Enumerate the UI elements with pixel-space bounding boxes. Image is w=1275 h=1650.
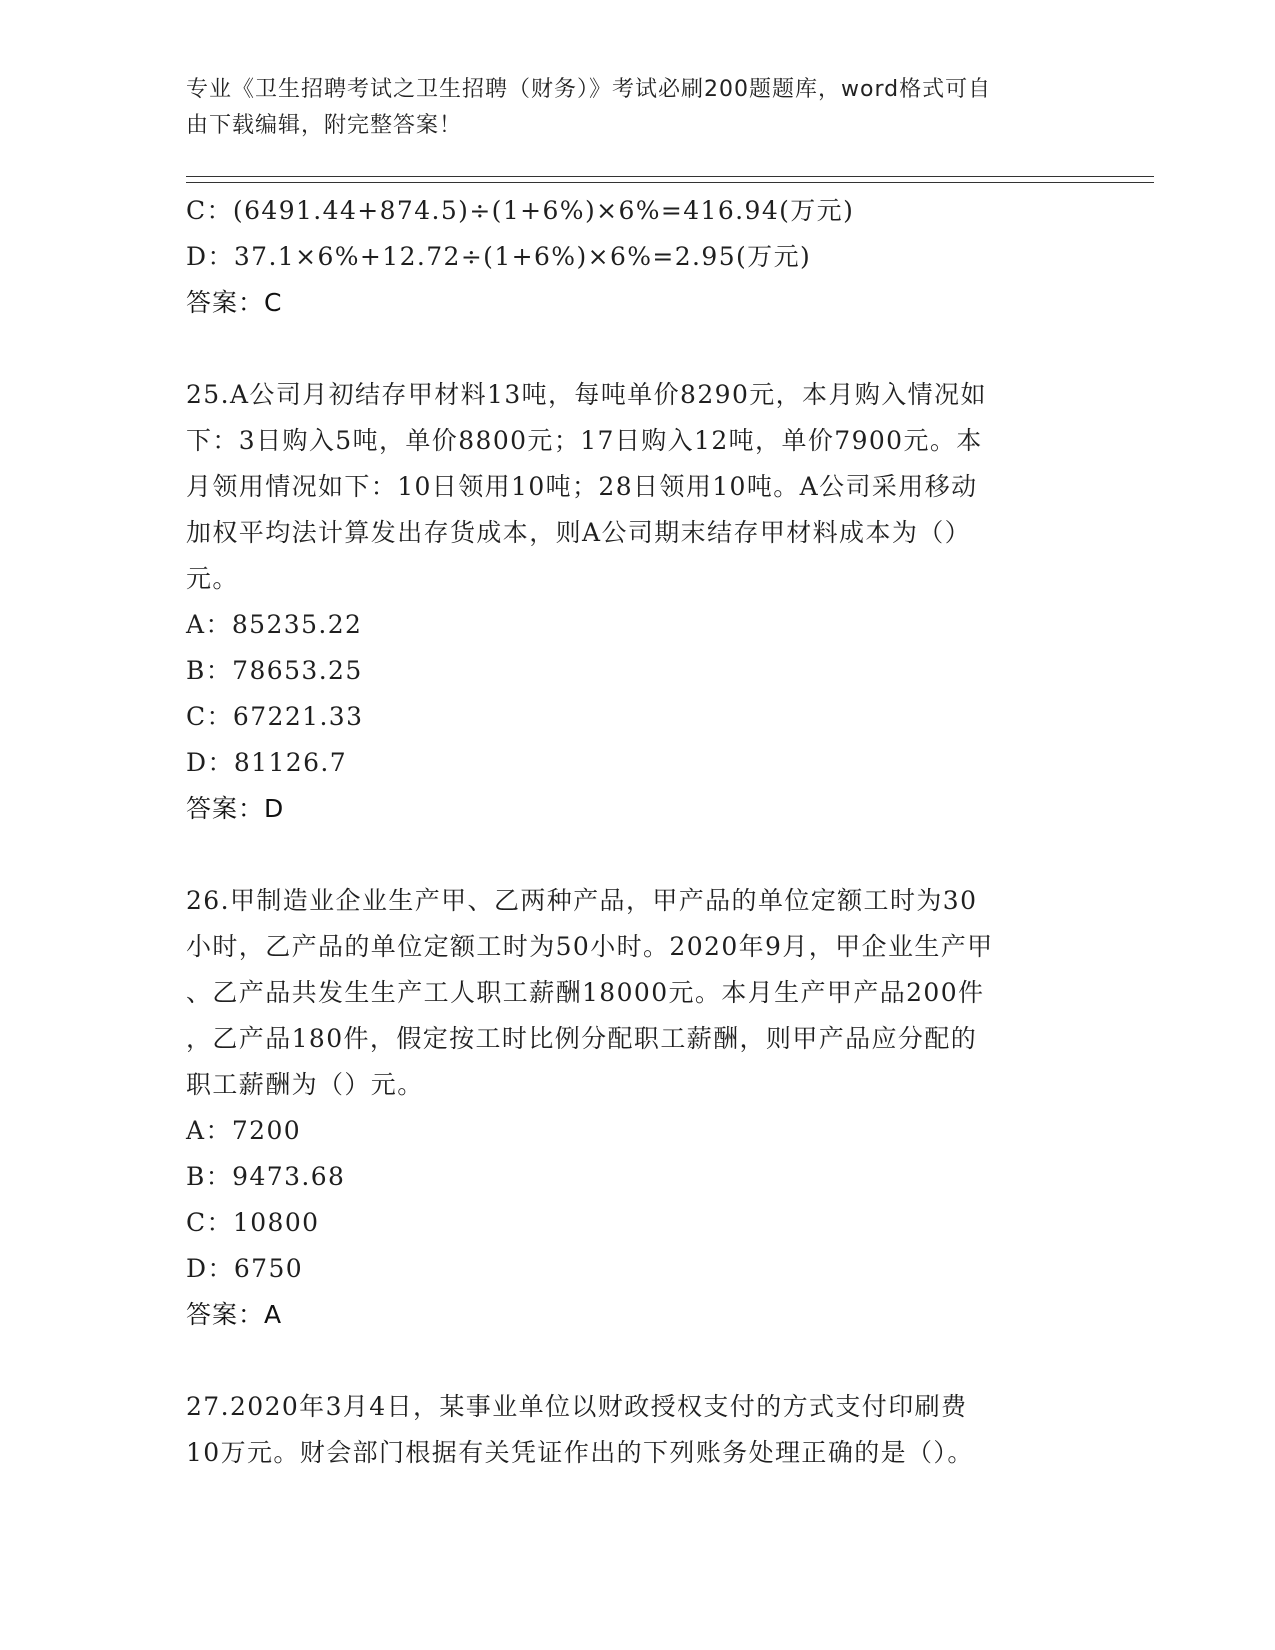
option-c: C：(6491.44+874.5)÷(1+6%)×6%=416.94(万元) (186, 196, 855, 225)
question-text-line: ，乙产品180件，假定按工时比例分配职工薪酬，则甲产品应分配的 (186, 1024, 978, 1053)
question-text-line: 小时，乙产品的单位定额工时为50小时。2020年9月，甲企业生产甲 (186, 932, 994, 961)
option-d: D：37.1×6%+12.72÷(1+6%)×6%=2.95(万元) (186, 242, 812, 271)
answer-line: 答案：A (186, 1300, 283, 1329)
question-text-line: 下：3日购入5吨，单价8800元；17日购入12吨，单价7900元。本 (186, 426, 983, 455)
document-body (186, 188, 1086, 1476)
previous-question-tail (186, 188, 1086, 326)
spacer (186, 326, 1086, 372)
option-b: B：78653.25 (186, 656, 363, 685)
spacer (186, 1338, 1086, 1384)
option-b: B：9473.68 (186, 1162, 346, 1191)
answer-line: 答案：D (186, 794, 285, 823)
option-c: C：10800 (186, 1208, 320, 1237)
option-d: D：6750 (186, 1254, 304, 1283)
question-text-line: 10万元。财会部门根据有关凭证作出的下列账务处理正确的是（）。 (186, 1438, 974, 1467)
header-line-2: 由下载编辑，附完整答案！ (186, 113, 463, 138)
question-26 (186, 878, 1086, 1338)
option-a: A：85235.22 (186, 610, 363, 639)
document-header (186, 72, 1066, 144)
question-text-line: 、乙产品共发生生产工人职工薪酬18000元。本月生产甲产品200件 (186, 978, 985, 1007)
option-c: C：67221.33 (186, 702, 364, 731)
question-text-line: 25.A公司月初结存甲材料13吨，每吨单价8290元，本月购入情况如 (186, 380, 987, 409)
question-text-line: 加权平均法计算发出存货成本，则A公司期末结存甲材料成本为（） (186, 518, 972, 547)
answer-line: 答案：C (186, 288, 283, 317)
spacer (186, 832, 1086, 878)
question-25 (186, 372, 1086, 832)
question-text-line: 26.甲制造业企业生产甲、乙两种产品，甲产品的单位定额工时为30 (186, 886, 978, 915)
option-a: A：7200 (186, 1116, 302, 1145)
question-text-line: 27.2020年3月4日，某事业单位以财政授权支付的方式支付印刷费 (186, 1392, 968, 1421)
question-text-line: 职工薪酬为（）元。 (186, 1070, 424, 1099)
question-text-line: 元。 (186, 564, 239, 593)
header-line-1: 专业《卫生招聘考试之卫生招聘（财务）》考试必刷200题题库，word格式可自 (186, 77, 992, 102)
question-text-line: 月领用情况如下：10日领用10吨；28日领用10吨。A公司采用移动 (186, 472, 978, 501)
header-divider-bottom (186, 182, 1154, 183)
header-divider-top (186, 176, 1154, 177)
question-27 (186, 1384, 1086, 1476)
option-d: D：81126.7 (186, 748, 348, 777)
